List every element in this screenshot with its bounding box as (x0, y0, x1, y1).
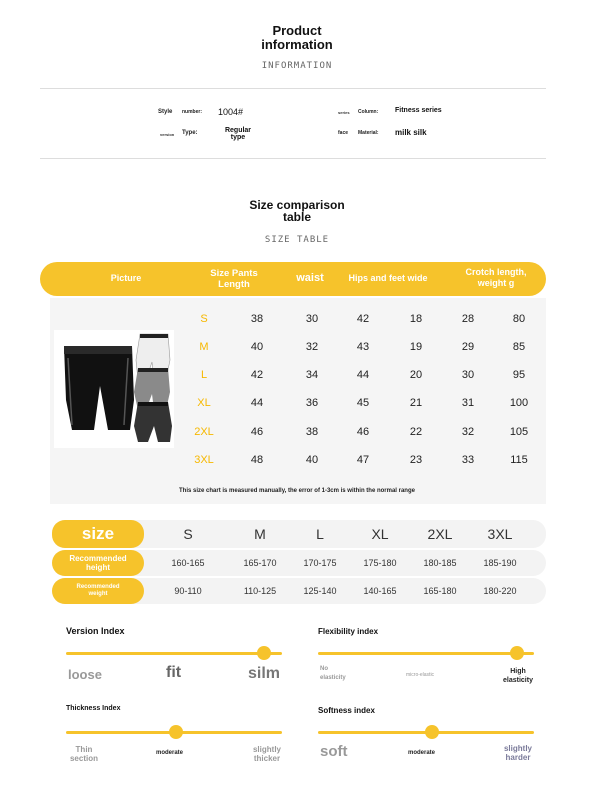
size-table-subtitle: SIZE TABLE (264, 235, 330, 245)
rec-sizes-cell: 3XL (487, 526, 513, 542)
face-label: face (338, 130, 349, 136)
rec-weights-cell: 90-110 (174, 586, 202, 596)
table-cell: 30 (461, 369, 475, 381)
rec-sizes-cell: M (254, 526, 266, 542)
series-label: series (338, 110, 350, 115)
table-cell: 30 (305, 313, 319, 325)
table-cell: 46 (356, 426, 370, 438)
rec-sizes-cell: S (183, 526, 193, 542)
version-knob (257, 646, 271, 660)
table-cell: 100 (509, 397, 529, 409)
divider-mid (40, 158, 546, 159)
flexibility-left-label: No elasticity (320, 666, 346, 681)
rec-weights-cell: 140-165 (363, 586, 397, 596)
shorts-illustration (54, 330, 174, 448)
rec-heights-cell: 160-165 (171, 558, 205, 568)
rec-heights-cell: 180-185 (423, 558, 457, 568)
table-cell: 31 (461, 397, 475, 409)
rec-heights-cell: 185-190 (483, 558, 517, 568)
product-info-title: Product information (261, 23, 333, 52)
table-cell: 95 (512, 369, 526, 381)
table-cell: 36 (305, 397, 319, 409)
rec-heights-cell: 165-170 (243, 558, 277, 568)
table-cell: 34 (305, 369, 319, 381)
size-cell: L (200, 369, 208, 381)
table-cell: 46 (250, 426, 264, 438)
rec-sizes-cell: L (316, 526, 324, 542)
flexibility-mid-label: micro-elastic (406, 672, 435, 678)
rec-sizes-cell: XL (371, 526, 389, 542)
table-cell: 18 (409, 313, 423, 325)
style-label: Style (158, 109, 173, 115)
table-cell: 45 (356, 397, 370, 409)
table-cell: 42 (356, 313, 370, 325)
thickness-mid-label: moderate (156, 750, 184, 756)
header-hips: Hips and feet wide (348, 273, 428, 283)
table-cell: 33 (461, 454, 475, 466)
table-cell: 44 (356, 369, 370, 381)
softness-index-title: Softness index (318, 706, 375, 715)
table-cell: 48 (250, 454, 264, 466)
table-cell: 43 (356, 341, 370, 353)
softness-left-label: soft (320, 743, 348, 760)
type-label: Type: (182, 130, 198, 136)
version-label: version (160, 132, 175, 137)
table-cell: 40 (250, 341, 264, 353)
table-cell: 23 (409, 454, 423, 466)
divider-top (40, 88, 546, 89)
flexibility-right-label: High elasticity (503, 668, 533, 684)
rec-weights-cell: 180-220 (483, 586, 517, 596)
number-label: number: (182, 109, 202, 115)
size-table-title: Size comparison table (249, 198, 345, 224)
header-crotch: Crotch length, weight g (465, 267, 527, 288)
table-cell: 19 (409, 341, 423, 353)
rec-heights-cell: 175-180 (363, 558, 397, 568)
rec-weights-cell: 110-125 (243, 586, 277, 596)
flexibility-track (318, 652, 534, 655)
flexibility-index-title: Flexibility index (318, 627, 379, 636)
product-info-subtitle: INFORMATION (261, 61, 333, 71)
rec-weights-cell: 125-140 (303, 586, 337, 596)
table-cell: 29 (461, 341, 475, 353)
number-value: 1004# (218, 107, 244, 117)
version-track (66, 652, 282, 655)
column-label: Column: (358, 109, 379, 115)
version-index-title: Version Index (66, 626, 125, 636)
product-image (54, 330, 174, 448)
table-cell: 80 (512, 313, 526, 325)
size-pill: size (52, 520, 144, 548)
material-value: milk silk (395, 128, 427, 137)
header-picture: Picture (110, 273, 142, 283)
material-label: Material: (358, 130, 379, 136)
header-waist: waist (296, 272, 324, 284)
version-left-label: loose (68, 667, 102, 682)
rec-weights-cell: 165-180 (423, 586, 457, 596)
header-size-length: Size Pants Length (210, 268, 258, 290)
size-cell: XL (197, 397, 211, 409)
thickness-left-label: Thin section (69, 745, 98, 763)
softness-mid-label: moderate (408, 750, 436, 756)
rec-sizes-cell: 2XL (427, 526, 453, 542)
table-cell: 40 (305, 454, 319, 466)
table-cell: 21 (409, 397, 423, 409)
size-cell: 2XL (194, 426, 214, 438)
flexibility-knob (510, 646, 524, 660)
version-mid-label: fit (166, 664, 182, 681)
softness-right-label: slightly harder (503, 744, 532, 762)
type-value: Regular type (224, 127, 252, 141)
table-cell: 20 (409, 369, 423, 381)
table-cell: 42 (250, 369, 264, 381)
table-cell: 32 (305, 341, 319, 353)
table-cell: 85 (512, 341, 526, 353)
table-cell: 38 (250, 313, 264, 325)
table-cell: 47 (356, 454, 370, 466)
thickness-knob (169, 725, 183, 739)
table-cell: 32 (461, 426, 475, 438)
height-pill: Recommended height (52, 550, 144, 576)
table-cell: 28 (461, 313, 475, 325)
version-right-label: silm (248, 665, 281, 682)
weight-pill: Recommended weight (52, 578, 144, 604)
table-cell: 115 (510, 454, 528, 466)
table-cell: 22 (409, 426, 423, 438)
thickness-index-title: Thickness Index (66, 705, 121, 712)
column-value: Fitness series (395, 107, 442, 114)
table-cell: 44 (250, 397, 264, 409)
size-cell: S (200, 313, 208, 325)
table-cell: 38 (305, 426, 319, 438)
softness-knob (425, 725, 439, 739)
size-cell: M (199, 341, 209, 353)
table-cell: 105 (509, 426, 529, 438)
rec-heights-cell: 170-175 (303, 558, 337, 568)
size-cell: 3XL (194, 454, 214, 466)
measurement-note: This size chart is measured manually, the error of 1-3cm is within the normal range (179, 488, 415, 494)
thickness-right-label: slightly thicker (252, 745, 281, 763)
